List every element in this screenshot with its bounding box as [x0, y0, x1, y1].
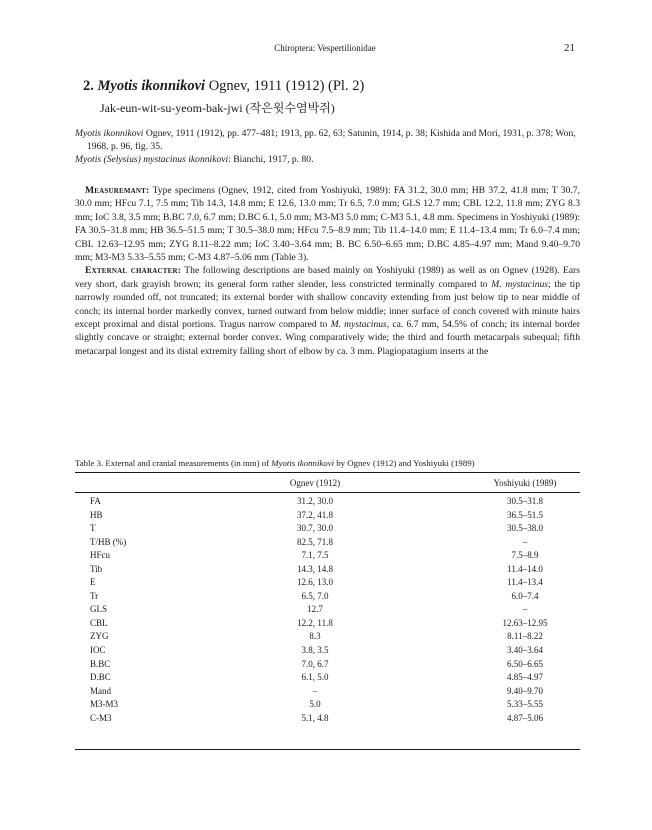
cell-ognev: 8.3	[309, 631, 321, 642]
table-row	[75, 550, 580, 564]
description-text: ; the tip narrowly rounded off, not truncated; its external border with shallow concavity extending from just below tip to near middle of conch; its internal border markedly convex, turned outward from below middle; inner surface of conch covered with minute hairs except proximal and distal portions. Tragus narrow compared to	[75, 278, 581, 331]
korean-romanized: Jak-eun-wit-su-yeom-bak-jwi	[100, 101, 243, 115]
table-row	[75, 510, 580, 524]
cell-ognev: 6.1, 5.0	[301, 672, 329, 683]
cell-yoshiyuki: 3.40–3.64	[507, 645, 543, 656]
cell-ognev: 31.2, 30.0	[297, 496, 333, 506]
row-label: FA	[90, 496, 101, 506]
row-label: C-M3	[90, 712, 112, 723]
table-row	[75, 659, 580, 673]
cell-yoshiyuki: 4.87–5.06	[507, 712, 543, 723]
row-label: HFcu	[90, 550, 110, 561]
table-bottom-rule	[75, 749, 580, 750]
column-header-ognev: Ognev (1912)	[289, 478, 341, 488]
cell-ognev: 5.0	[309, 699, 321, 710]
cell-yoshiyuki: 4.85–4.97	[507, 672, 543, 683]
cell-yoshiyuki: 5.33–5.55	[507, 699, 543, 710]
cell-yoshiyuki: 9.40–9.70	[507, 685, 543, 696]
row-label: T/HB (%)	[90, 536, 127, 547]
body-text	[75, 184, 580, 358]
external-character-heading: External character:	[85, 265, 182, 277]
table-row	[75, 713, 580, 727]
species-heading	[83, 78, 364, 95]
row-label: Tib	[90, 563, 103, 574]
cell-ognev: 82.5, 71.8	[297, 536, 333, 547]
table-row	[75, 496, 580, 510]
synonym-citation: : Bianchi, 1917, p. 80.	[228, 154, 314, 165]
table-row	[75, 564, 580, 578]
table-caption-species: Myotis ikonnikovi	[271, 458, 335, 468]
cell-yoshiyuki: 30.5–38.0	[507, 523, 543, 534]
synonym-name: Myotis ikonnikovi	[75, 128, 144, 139]
cell-ognev: 37.2, 41.8	[297, 509, 333, 520]
row-label: CBL	[90, 617, 108, 628]
row-label: E	[90, 577, 96, 588]
running-title: Chiroptera: Vespertilionidae	[274, 43, 376, 53]
table-row	[75, 699, 580, 713]
row-label: Tr	[90, 590, 99, 601]
measurement-paragraph	[75, 184, 580, 264]
column-header-yoshiyuki: Yoshiyuki (1989)	[493, 478, 557, 488]
row-label: B.BC	[90, 658, 111, 669]
cell-ognev: 6.5, 7.0	[301, 590, 329, 601]
row-label: M3-M3	[90, 699, 119, 710]
row-label: IOC	[90, 645, 106, 656]
table-row	[75, 523, 580, 537]
table-row	[75, 591, 580, 605]
row-label: ZYG	[90, 631, 109, 642]
table-caption	[75, 458, 580, 468]
row-label: GLS	[90, 604, 108, 615]
running-head	[75, 43, 575, 57]
cell-yoshiyuki: –	[522, 536, 528, 547]
table-row	[75, 537, 580, 551]
species-name-italic: M. mystacinus	[330, 319, 387, 331]
cell-yoshiyuki: 11.4–14.0	[507, 563, 543, 574]
cell-ognev: 12.2, 11.8	[297, 617, 333, 628]
table-row	[75, 645, 580, 659]
table-top-rule	[75, 472, 580, 473]
species-number: 2.	[83, 78, 94, 94]
cell-yoshiyuki: 7.5–8.9	[511, 550, 539, 561]
table-row	[75, 577, 580, 591]
table-header-rule	[75, 492, 580, 493]
cell-ognev: 5.1, 4.8	[301, 712, 329, 723]
measurement-heading: Measuremant:	[85, 185, 150, 196]
row-label: HB	[90, 509, 103, 520]
row-label: Mand	[90, 685, 111, 696]
cell-ognev: 12.6, 13.0	[297, 577, 333, 588]
cell-yoshiyuki: 30.5–31.8	[507, 496, 543, 506]
external-character-paragraph	[75, 264, 580, 358]
synonymy-list	[75, 127, 580, 166]
description-text: , ca. 6.7 mm, 54.5% of conch; its internal border slightly concave or straight; external border convex. Wing comparatively wide; the third and fourth metacarpals subequal; fifth metacarpal longest and its distal extremity falling short of elbow by ca. 3 mm. Plagiopatagium inserts at the	[75, 319, 580, 357]
cell-yoshiyuki: 6.50–6.65	[507, 658, 543, 669]
cell-ognev: 7.0, 6.7	[301, 658, 329, 669]
table-caption-suffix: by Ognev (1912) and Yoshiyuki (1989)	[334, 458, 475, 468]
species-binomial: Myotis ikonnikovi	[97, 78, 206, 94]
table-row	[75, 686, 580, 700]
cell-ognev: –	[312, 685, 318, 696]
species-authority: Ognev, 1911 (1912) (Pl. 2)	[208, 78, 365, 94]
table-caption-prefix: Table 3. External and cranial measurements (in mm) of	[75, 458, 272, 468]
table-row	[75, 631, 580, 645]
cell-yoshiyuki: 11.4–13.4	[507, 577, 543, 588]
description-text: The following descriptions are based mainly on Yoshiyuki (1989) as well as on Ognev (1928). Ears very short, dark grayish brown; its general form rather slender, less constricted terminally compared to	[75, 265, 580, 290]
row-label: T	[90, 523, 96, 534]
cell-ognev: 12.7	[307, 604, 323, 615]
row-label: D.BC	[90, 672, 111, 683]
table-body	[75, 496, 580, 726]
page-number: 21	[564, 42, 575, 54]
table-row	[75, 672, 580, 686]
synonym-entry	[75, 127, 580, 153]
cell-yoshiyuki: 6.0–7.4	[511, 590, 539, 601]
measurement-text: Type specimens (Ognev, 1912, cited from Yoshiyuki, 1989): FA 31.2, 30.0 mm; HB 37.2, 41.8 mm; T 30.7, 30.0 mm; HFcu 7.1, 7.5 mm; Tib 14.3, 14.8 mm; E 12.6, 13.0 mm; Tr 6.5, 7.0 mm; GLS 12.7 mm; CBL 12.2, 11.8 mm; ZYG 8.3 mm; IoC 3.8, 3.5 mm; B.BC 7.0, 6.7 mm; D.BC 6.1, 5.0 mm; M3-M3 5.0 mm; C-M3 5.1, 4.8 mm. Specimens in Yoshiyuki (1989): FA 30.5–31.8 mm; HB 36.5–51.5 mm; T 30.5–38.0 mm; HFcu 7.5–8.9 mm; Tib 11.4–14.0 mm; E 11.4–13.4 mm; Tr 6.0–7.4 mm; CBL 12.63–12.95 mm; ZYG 8.11–8.22 mm; IoC 3.40–3.64 mm; B. BC 6.50–6.65 mm; D.BC 4.85–4.97 mm; Mand 9.40–9.70 mm; M3-M3 5.33–5.55 mm; C-M3 4.87–5.06 mm (Table 3).	[75, 185, 580, 264]
korean-name	[100, 99, 335, 116]
korean-hangul: (작은윗수염박쥐)	[245, 101, 335, 115]
cell-ognev: 7.1, 7.5	[301, 550, 329, 561]
cell-yoshiyuki: 8.11–8.22	[507, 631, 543, 642]
synonym-citation: Ognev, 1911 (1912), pp. 477–481; 1913, pp. 62, 63; Satunin, 1914, p. 38; Kishida and Mori, 1931, p. 378; Won, 1968, p. 96, fig. 35.	[87, 128, 576, 152]
cell-yoshiyuki: 36.5–51.5	[507, 509, 543, 520]
cell-yoshiyuki: 12.63–12.95	[502, 617, 548, 628]
cell-yoshiyuki: –	[522, 604, 528, 615]
synonym-name: Myotis (Selysius) mystacinus ikonnikovi	[75, 154, 229, 165]
cell-ognev: 30.7, 30.0	[297, 523, 333, 534]
species-name-italic: M. mystacinus	[491, 278, 549, 290]
table-row	[75, 604, 580, 618]
synonym-entry	[75, 153, 580, 166]
table-row	[75, 618, 580, 632]
table-header-row	[75, 478, 580, 490]
cell-ognev: 14.3, 14.8	[297, 563, 333, 574]
cell-ognev: 3.8, 3.5	[301, 645, 329, 656]
